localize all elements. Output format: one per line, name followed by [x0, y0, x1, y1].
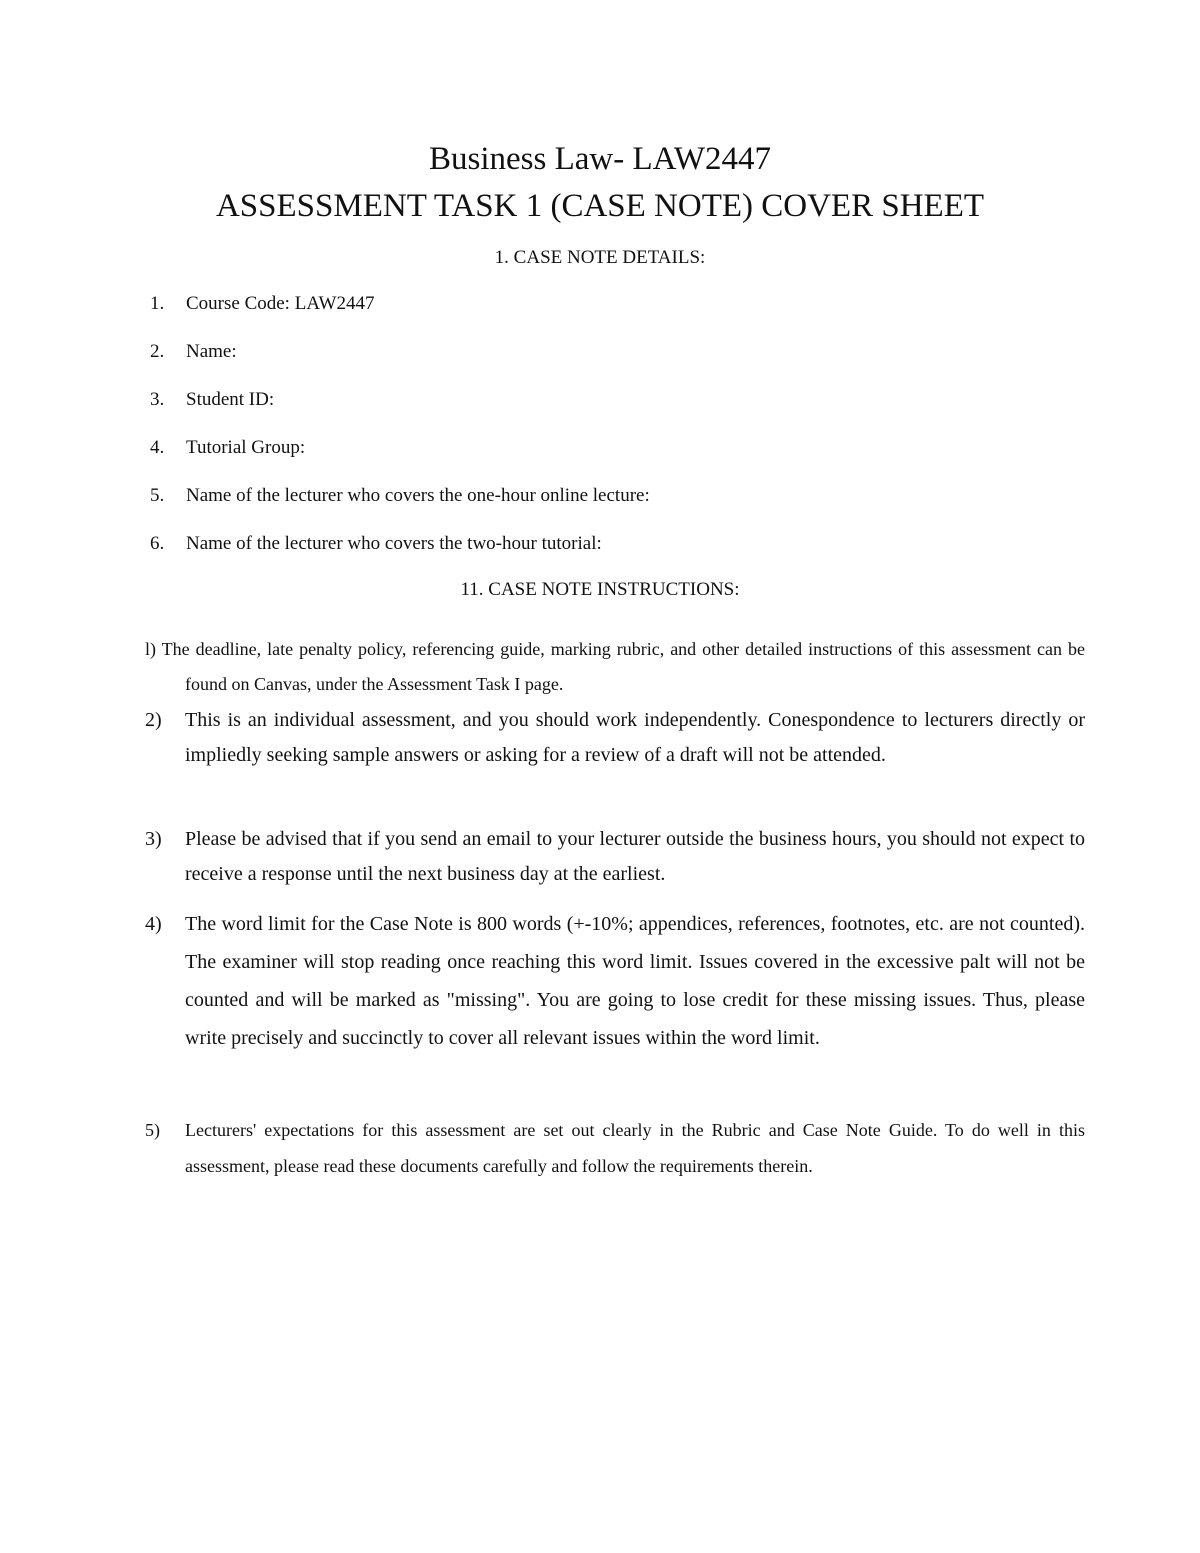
detail-item-text: Tutorial Group: [186, 437, 306, 458]
detail-item-number: 2. [150, 341, 165, 362]
detail-item-tutorial-group [150, 436, 1100, 460]
instruction-number: 5) [145, 1120, 160, 1140]
detail-item-text: Name of the lecturer who covers the one-hour online lecture: [186, 485, 650, 506]
instruction-text-wrapper [145, 632, 1085, 702]
instruction-item [145, 822, 1085, 892]
details-section-heading: 1. CASE NOTE DETAILS: [494, 247, 706, 268]
detail-item-number: 6. [150, 533, 165, 554]
detail-item-text: Name of the lecturer who covers the two-hour tutorial: [186, 533, 602, 554]
instruction-text: The word limit for the Case Note is 800 words (+-10%; appendices, references, footnotes, etc. are not counted). The examiner will stop reading once reaching this word limit. Issues covered in the excessive palt will not be counted and will be marked as "missing". You are going to lose credit for these missing issues. Thus, please write precisely and succinctly to cover all relevant issues within the word limit. [185, 913, 1085, 1049]
detail-item-number: 3. [150, 389, 165, 410]
instruction-text: Lecturers' expectations for this assessment are set out clearly in the Rubric and Case Note Guide. To do well in this assessment, please read these documents carefully and follow the requirements therein. [185, 1120, 1085, 1176]
instruction-item [145, 1112, 1085, 1184]
instruction-text: This is an individual assessment, and you should work independently. Conespondence to lecturers directly or impliedly seeking sample answers or asking for a review of a draft will not be attended. [185, 709, 1085, 766]
instructions-section-heading: 11. CASE NOTE INSTRUCTIONS: [460, 579, 740, 600]
detail-item-student-id [150, 388, 1100, 412]
instruction-number: 3) [145, 828, 162, 850]
document-subtitle: ASSESSMENT TASK 1 (CASE NOTE) COVER SHEET [215, 188, 985, 224]
detail-item-number: 1. [150, 293, 165, 314]
detail-item-text: Student ID: [186, 389, 275, 410]
instruction-item [145, 905, 1085, 1057]
instruction-text: The deadline, late penalty policy, referencing guide, marking rubric, and other detailed instructions of this assessment can be found on Canvas, under the Assessment Task I page. [161, 639, 1085, 694]
instruction-number: 2) [145, 709, 162, 731]
instruction-text: Please be advised that if you send an email to your lecturer outside the business hours, you should not expect to receive a response until the next business day at the earliest. [185, 828, 1085, 885]
detail-item-lecture-lecturer [150, 484, 1100, 508]
detail-item-number: 4. [150, 437, 165, 458]
detail-item-name [150, 340, 1100, 364]
instruction-number: 4) [145, 913, 162, 935]
detail-item-tutorial-lecturer [150, 532, 1100, 556]
detail-item-course-code [150, 292, 1100, 316]
instruction-number: l) [145, 639, 156, 659]
instruction-item [145, 632, 1085, 702]
detail-item-text: Course Code: LAW2447 [186, 293, 375, 314]
detail-item-text: Name: [186, 341, 237, 362]
document-title: Business Law- LAW2447 [429, 141, 771, 177]
detail-item-number: 5. [150, 485, 165, 506]
instruction-item [145, 703, 1085, 773]
